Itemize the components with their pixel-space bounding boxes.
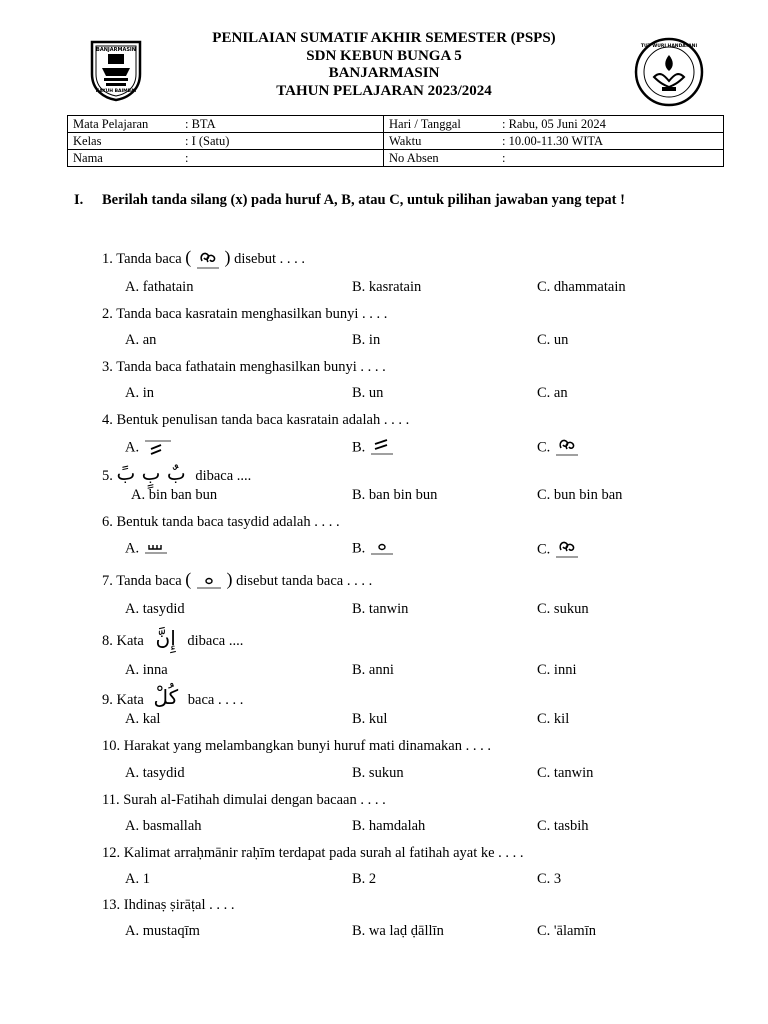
dhammatain-symbol-icon bbox=[554, 437, 580, 459]
q12-option-c[interactable]: C. 3 bbox=[537, 871, 562, 887]
q11-option-b[interactable]: B. hamdalah bbox=[352, 818, 426, 834]
question-3: 3. Tanda baca fathatain menghasilkan bunyi . . . . bbox=[102, 359, 386, 375]
logo-left-top-text: BANJARMASIN bbox=[96, 47, 136, 53]
question-5: 5. بٌ بٍ بً dibaca .... bbox=[102, 461, 252, 485]
q4-option-b[interactable]: B. bbox=[352, 437, 395, 459]
q8-option-c[interactable]: C. inni bbox=[537, 662, 577, 678]
q13-option-a[interactable]: A. mustaqīm bbox=[125, 923, 200, 939]
arabic-ba-tanwin: بٌ بٍ بً bbox=[116, 461, 186, 485]
q13-option-b[interactable]: B. wa laḍ ḍāllīn bbox=[352, 923, 444, 939]
header-year: TAHUN PELAJARAN 2023/2024 bbox=[276, 82, 492, 99]
question-11: 11. Surah al-Fatihah dimulai dengan bacaan . . . . bbox=[102, 792, 386, 808]
question-1: 1. Tanda baca ( ) disebut . . . . bbox=[102, 248, 305, 271]
q2-option-a[interactable]: A. an bbox=[125, 332, 157, 348]
logo-right-top-text: TUT WURI HANDAYANI bbox=[640, 44, 698, 49]
logo-left-bottom-text: KAYUH BAIMBAI bbox=[95, 89, 137, 94]
arabic-inna: إِنَّ bbox=[155, 626, 176, 650]
question-4: 4. Bentuk penulisan tanda baca kasratain adalah . . . . bbox=[102, 412, 410, 428]
subject-cell: Mata Pelajaran : BTA bbox=[68, 116, 384, 133]
fathatain-symbol-icon bbox=[369, 437, 395, 459]
question-13: 13. Ihdinaṣ ṣirāṭal . . . . bbox=[102, 897, 235, 913]
question-6: 6. Bentuk tanda baca tasydid adalah . . . . bbox=[102, 514, 340, 530]
dhammatain-symbol-icon bbox=[554, 539, 580, 561]
q2-option-b[interactable]: B. in bbox=[352, 332, 381, 348]
q6-option-a[interactable]: A. bbox=[125, 539, 169, 559]
exam-header bbox=[0, 30, 768, 100]
q6-option-c[interactable]: C. bbox=[537, 539, 580, 561]
q2-option-c[interactable]: C. un bbox=[537, 332, 569, 348]
q12-option-b[interactable]: B. 2 bbox=[352, 871, 377, 887]
q7-option-c[interactable]: C. sukun bbox=[537, 601, 589, 617]
question-12: 12. Kalimat arraḥmānir raḥīm terdapat pada surah al fatihah ayat ke . . . . bbox=[102, 845, 524, 861]
q1-option-b[interactable]: B. kasratain bbox=[352, 279, 422, 295]
q9-option-a[interactable]: A. kal bbox=[125, 711, 161, 727]
q5-option-a[interactable]: A. bin ban bun bbox=[131, 487, 218, 503]
q9-option-c[interactable]: C. kil bbox=[537, 711, 570, 727]
q1-option-c[interactable]: C. dhammatain bbox=[537, 279, 626, 295]
q5-option-c[interactable]: C. bun bin ban bbox=[537, 487, 623, 503]
date-cell: Hari / Tanggal : Rabu, 05 Juni 2024 bbox=[384, 116, 724, 133]
q12-option-a[interactable]: A. 1 bbox=[125, 871, 150, 887]
q3-option-b[interactable]: B. un bbox=[352, 385, 384, 401]
question-10: 10. Harakat yang melambangkan bunyi huruf mati dinamakan . . . . bbox=[102, 738, 491, 754]
q8-option-b[interactable]: B. anni bbox=[352, 662, 394, 678]
arabic-kul: كُلْ bbox=[153, 685, 179, 709]
question-2: 2. Tanda baca kasratain menghasilkan bunyi . . . . bbox=[102, 306, 388, 322]
q7-option-a[interactable]: A. tasydid bbox=[125, 601, 185, 617]
kasratain-symbol-icon bbox=[143, 437, 173, 459]
q10-option-b[interactable]: B. sukun bbox=[352, 765, 404, 781]
q7-option-b[interactable]: B. tanwin bbox=[352, 601, 409, 617]
question-7: 7. Tanda baca ( ) disebut tanda baca . . . . bbox=[102, 570, 372, 592]
sukun-symbol-icon bbox=[195, 572, 223, 592]
dhammatain-symbol-icon bbox=[195, 249, 221, 271]
absen-cell[interactable]: No Absen : bbox=[384, 150, 724, 167]
q3-option-c[interactable]: C. an bbox=[537, 385, 568, 401]
q6-option-b[interactable]: B. bbox=[352, 539, 395, 559]
q4-option-c[interactable]: C. bbox=[537, 437, 580, 459]
student-info-table bbox=[67, 115, 724, 167]
q11-option-c[interactable]: C. tasbih bbox=[537, 818, 589, 834]
tasydid-symbol-icon bbox=[143, 539, 169, 559]
q5-option-b[interactable]: B. ban bin bun bbox=[352, 487, 438, 503]
header-city: BANJARMASIN bbox=[328, 65, 440, 81]
q1-option-a[interactable]: A. fathatain bbox=[125, 279, 194, 295]
question-9: 9. Kata كُلْ baca . . . . bbox=[102, 685, 244, 709]
class-cell: Kelas : I (Satu) bbox=[68, 133, 384, 150]
q8-option-a[interactable]: A. inna bbox=[125, 662, 168, 678]
header-school: SDN KEBUN BUNGA 5 bbox=[306, 47, 462, 64]
q13-option-c[interactable]: C. 'ālamīn bbox=[537, 923, 596, 939]
q10-option-c[interactable]: C. tanwin bbox=[537, 765, 594, 781]
header-title: PENILAIAN SUMATIF AKHIR SEMESTER (PSPS) bbox=[212, 30, 556, 46]
q4-option-a[interactable]: A. bbox=[125, 437, 173, 459]
time-cell: Waktu : 10.00-11.30 WITA bbox=[384, 133, 724, 150]
sukun-symbol-icon bbox=[369, 539, 395, 559]
q3-option-a[interactable]: A. in bbox=[125, 385, 154, 401]
q11-option-a[interactable]: A. basmallah bbox=[125, 818, 202, 834]
question-8: 8. Kata إِنَّ dibaca .... bbox=[102, 626, 244, 650]
q10-option-a[interactable]: A. tasydid bbox=[125, 765, 185, 781]
name-cell[interactable]: Nama : bbox=[68, 150, 384, 167]
q9-option-b[interactable]: B. kul bbox=[352, 711, 388, 727]
